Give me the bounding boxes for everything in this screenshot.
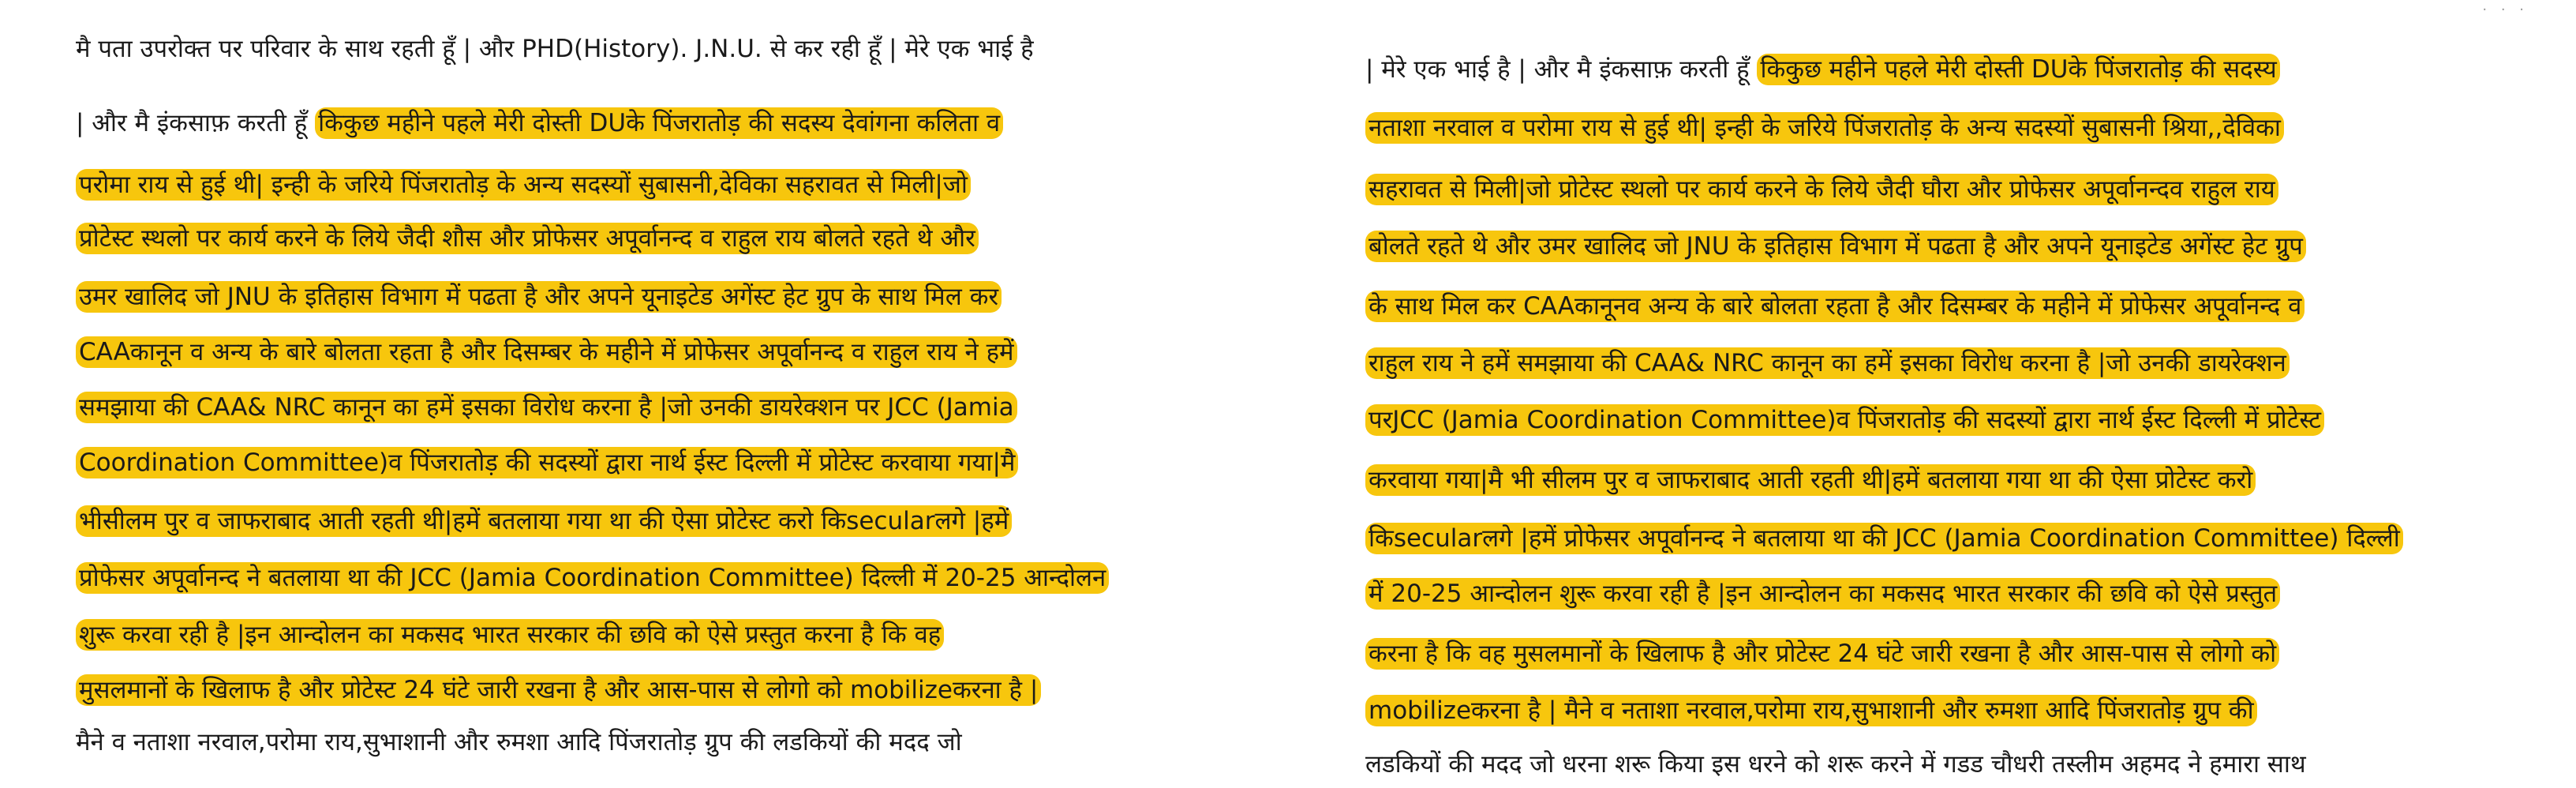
highlighted-text: प्रोटेस्ट स्थलो पर कार्य करने के लिये जैदी शौस और प्रोफेसर अपूर्वानन्द व राहुल राय बोलते रहते थे और: [76, 223, 979, 254]
highlighted-text: किकुछ महीने पहले मेरी दोस्ती DUके पिंजरातोड़ की सदस्य: [1757, 54, 2279, 85]
highlighted-text: किsecularलगे |हमें प्रोफेसर अपूर्वानन्द ने बतलाया था की JCC (Jamia Coordination Committee) दिल्ली: [1365, 523, 2403, 554]
left-line-11: [76, 617, 944, 652]
right-document-page: [1271, 0, 2576, 788]
left-line-6: [76, 335, 1017, 370]
left-line-5: [76, 280, 1002, 314]
highlighted-text: mobilizeकरना है | मैने व नताशा नरवाल,परोमा राय,सुभाशानी और रुमशा आदि पिंजरातोड़ ग्रुप की: [1365, 695, 2257, 726]
right-line-9: [1365, 521, 2403, 556]
right-line-11: [1365, 636, 2279, 671]
highlighted-text: राहुल राय ने हमें समझाया की CAA& NRC कानून का हमें इसका विरोध करना है |जो उनकी डायरेक्शन: [1365, 347, 2290, 379]
right-line-1: [1365, 52, 2280, 87]
left-line-10: [76, 561, 1109, 595]
right-line-4: [1365, 229, 2306, 264]
highlighted-text: किकुछ महीने पहले मेरी दोस्ती DUके पिंजरातोड़ की सदस्य देवांगना कलिता व: [315, 107, 1003, 139]
highlighted-text: भीसीलम पुर व जाफराबाद आती रहती थी|हमें बतलाया गया था की ऐसा प्रोटेस्ट करो किsecularलगे |हमें: [76, 505, 1012, 537]
left-line-7: [76, 390, 1017, 425]
plain-text: | मेरे एक भाई है | और मै इंकसाफ़ करती हूँ: [1365, 55, 1758, 84]
right-line-8: [1365, 463, 2256, 497]
right-line-5: [1365, 289, 2305, 324]
scan-artifact-dots: · · ·: [2482, 2, 2529, 18]
highlighted-text: करना है कि वह मुसलमानों के खिलाफ है और प्रोटेस्ट 24 घंटे जारी रखना है और आस-पास से लोगो को: [1365, 638, 2279, 670]
left-line-2: [76, 106, 1003, 141]
highlighted-text: के साथ मिल कर CAAकानूनव अन्य के बारे बोलता रहता है और दिसम्बर के महीने में प्रोफेसर अपूर्वानन्द व: [1365, 291, 2305, 322]
right-line-7: [1365, 403, 2324, 437]
highlighted-text: बोलते रहते थे और उमर खालिद जो JNU के इतिहास विभाग में पढता है और अपने यूनाइटेड अगेंस्ट हेट ग्रुप: [1365, 231, 2306, 262]
highlighted-text: शुरू करवा रही है |इन आन्दोलन का मकसद भारत सरकार की छवि को ऐसे प्रस्तुत करना है कि वह: [76, 619, 944, 651]
highlighted-text: परोमा राय से हुई थी| इन्ही के जरिये पिंजरातोड़ के अन्य सदस्यों सुबासनी,देविका सहरावत से मिली|जो: [76, 169, 971, 201]
right-line-2: [1365, 111, 2284, 145]
left-line-1: [76, 32, 1034, 66]
highlighted-text: परJCC (Jamia Coordination Committee)व पिंजरातोड़ की सदस्यों द्वारा नार्थ ईस्ट दिल्ली में प्रोटेस्ट: [1365, 404, 2324, 436]
right-line-10: [1365, 576, 2280, 611]
left-document-page: [0, 0, 1231, 788]
left-line-3: [76, 167, 971, 202]
plain-text: मैने व नताशा नरवाल,परोमा राय,सुभाशानी और रुमशा आदि पिंजरातोड़ ग्रुप की लडकियों की मदद जो: [76, 728, 962, 756]
highlighted-text: में 20-25 आन्दोलन शुरू करवा रही है |इन आन्दोलन का मकसद भारत सरकार की छवि को ऐसे प्रस्तुत: [1365, 578, 2280, 610]
highlighted-text: मुसलमानों के खिलाफ है और प्रोटेस्ट 24 घंटे जारी रखना है और आस-पास से लोगो को mobilizeकरना है |: [76, 674, 1041, 706]
left-line-9: [76, 504, 1012, 538]
highlighted-text: प्रोफेसर अपूर्वानन्द ने बतलाया था की JCC (Jamia Coordination Committee) दिल्ली में 20-25 आन्दोलन: [76, 562, 1109, 594]
highlighted-text: करवाया गया|मै भी सीलम पुर व जाफराबाद आती रहती थी|हमें बतलाया गया था की ऐसा प्रोटेस्ट करो: [1365, 464, 2256, 496]
right-line-12: [1365, 693, 2257, 728]
highlighted-text: उमर खालिद जो JNU के इतिहास विभाग में पढता है और अपने यूनाइटेड अगेंस्ट हेट ग्रुप के साथ मिल कर: [76, 281, 1002, 313]
highlighted-text: सहरावत से मिली|जो प्रोटेस्ट स्थलो पर कार्य करने के लिये जैदी घौरा और प्रोफेसर अपूर्वानन्दव राहुल राय: [1365, 174, 2278, 205]
right-line-6: [1365, 346, 2290, 381]
highlighted-text: नताशा नरवाल व परोमा राय से हुई थी| इन्ही के जरिये पिंजरातोड़ के अन्य सदस्यों सुबासनी श्रिया,,देविका: [1365, 112, 2284, 144]
plain-text: | और मै इंकसाफ़ करती हूँ: [76, 109, 316, 137]
right-line-3: [1365, 172, 2278, 207]
left-line-13: [76, 725, 962, 760]
left-line-12: [76, 673, 1041, 707]
plain-text: लडकियों की मदद जो धरना शरू किया इस धरने को शरू करने में गडड चौधरी तस्लीम अहमद ने हमारा साथ: [1365, 750, 2306, 779]
left-line-4: [76, 221, 979, 256]
highlighted-text: समझाया की CAA& NRC कानून का हमें इसका विरोध करना है |जो उनकी डायरेक्शन पर JCC (Jamia: [76, 392, 1017, 423]
highlighted-text: CAAकानून व अन्य के बारे बोलता रहता है और दिसम्बर के महीने में प्रोफेसर अपूर्वानन्द व राहुल राय ने हमें: [76, 336, 1017, 368]
left-line-8: [76, 445, 1018, 480]
plain-text: मै पता उपरोक्त पर परिवार के साथ रहती हूँ | और PHD(History). J.N.U. से कर रही हूँ | मेरे एक भाई है: [76, 35, 1034, 63]
highlighted-text: Coordination Committee)व पिंजरातोड़ की सदस्यों द्वारा नार्थ ईस्ट दिल्ली में प्रोटेस्ट करवाया गया|मै: [76, 447, 1018, 478]
right-line-13: [1365, 747, 2306, 782]
